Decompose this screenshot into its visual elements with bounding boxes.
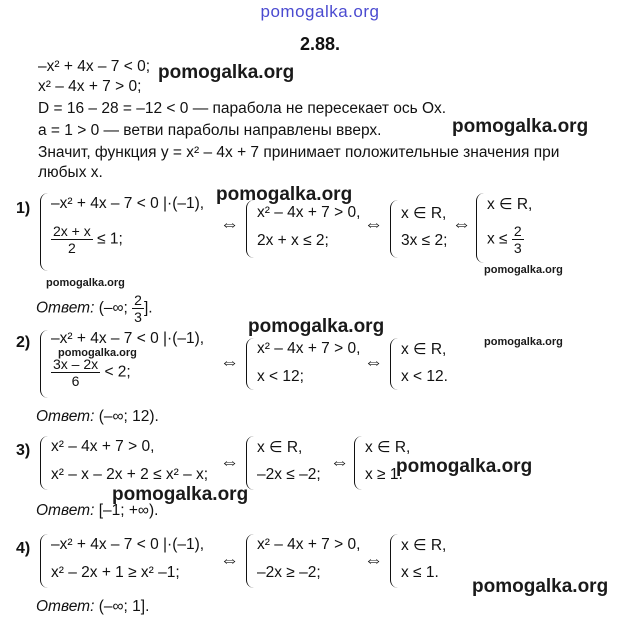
answer-head: (–∞; [98, 299, 128, 317]
equation: x < 12; [257, 368, 304, 385]
watermark: pomogalka.org [484, 336, 563, 348]
answer-label: Ответ: [36, 502, 95, 519]
brace [390, 200, 399, 258]
inequality-head: x ≤ [487, 230, 508, 248]
equivalence-arrow: ⇔ [364, 214, 383, 235]
equivalence-arrow: ⇔ [220, 550, 239, 571]
intro-line-5: Значит, функция y = x² – 4x + 7 принимает положительные значения при [38, 144, 560, 161]
inequality-tail: < 2; [104, 363, 131, 381]
system-1a [40, 193, 220, 271]
answer-value: (–∞; 1]. [98, 598, 150, 615]
equation: x ∈ R, [401, 341, 447, 358]
watermark: pomogalka.org [46, 277, 125, 289]
system-3a [40, 436, 240, 490]
watermark: pomogalka.org [484, 264, 563, 276]
item-number-1: 1) [16, 200, 31, 217]
fraction [51, 356, 100, 389]
brace [40, 330, 49, 398]
system-4b [246, 534, 371, 588]
answer-2 [36, 408, 159, 426]
fraction [51, 223, 93, 256]
item-number-3: 3) [16, 442, 31, 459]
watermark: pomogalka.org [472, 576, 609, 597]
brace [354, 436, 363, 490]
brace [390, 534, 399, 588]
answer-label: Ответ: [36, 299, 95, 317]
denominator: 3 [134, 309, 142, 325]
system-2b [246, 338, 371, 390]
intro-line-3: D = 16 – 28 = –12 < 0 — парабола не пересекает ось Ox. [38, 100, 447, 117]
brace [246, 534, 255, 588]
answer-label: Ответ: [36, 408, 95, 425]
intro-line-6: любых x. [38, 164, 103, 181]
inequality-tail: ≤ 1; [97, 230, 123, 248]
equation: x ∈ R, [401, 205, 447, 222]
system-2c [390, 338, 470, 390]
equation: x² – 4x + 7 > 0, [257, 340, 361, 357]
brace [40, 534, 49, 588]
equation: –x² + 4x – 7 < 0 |·(–1), [51, 195, 205, 212]
intro-line-2: x² – 4x + 7 > 0; [38, 78, 142, 95]
system-4a [40, 534, 240, 588]
equation: –x² + 4x – 7 < 0 |·(–1), [51, 330, 205, 347]
equation: x ∈ R, [365, 439, 411, 456]
denominator: 2 [67, 240, 76, 256]
equation: x² – 2x + 1 ≥ x² –1; [51, 564, 180, 581]
intro-line-1: –x² + 4x – 7 < 0; [38, 58, 151, 75]
equation: x² – x – 2x + 2 ≤ x² – x; [51, 466, 209, 483]
numerator: 2 [134, 292, 142, 308]
equation: 3x ≤ 2; [401, 232, 448, 249]
equation: x² – 4x + 7 > 0, [51, 438, 155, 455]
watermark: pomogalka.org [248, 316, 385, 337]
equation [51, 223, 123, 256]
denominator: 3 [513, 240, 522, 256]
fraction [132, 292, 144, 325]
system-1d [476, 193, 556, 263]
problem-number: 2.88. [299, 34, 341, 54]
equation: x ∈ R, [257, 439, 303, 456]
watermark: pomogalka.org [158, 62, 295, 83]
answer-value: (–∞; 12). [98, 408, 159, 425]
brace [246, 338, 255, 390]
equation: x² – 4x + 7 > 0, [257, 204, 361, 221]
equation [51, 356, 131, 389]
equation: x² – 4x + 7 > 0, [257, 536, 361, 553]
equation: –2x ≥ –2; [257, 564, 321, 581]
equation: x ∈ R, [401, 537, 447, 554]
equation: –2x ≤ –2; [257, 466, 321, 483]
watermark: pomogalka.org [216, 184, 353, 205]
watermark: pomogalka.org [452, 116, 589, 137]
watermark: pomogalka.org [112, 484, 249, 505]
brace [476, 193, 485, 263]
answer-label: Ответ: [36, 598, 95, 615]
answer-1 [36, 292, 153, 325]
equivalence-arrow: ⇔ [364, 550, 383, 571]
denominator: 6 [71, 373, 80, 389]
equation: x ∈ R, [487, 196, 533, 213]
brace [246, 200, 255, 258]
watermark-top: pomogalka.org [260, 2, 380, 21]
numerator: 2x + x [53, 223, 91, 239]
brace [40, 436, 49, 490]
equation: 2x + x ≤ 2; [257, 232, 329, 249]
answer-value: [–1; +∞). [98, 502, 159, 519]
answer-4 [36, 598, 149, 616]
equivalence-arrow: ⇔ [220, 452, 239, 473]
equivalence-arrow: ⇔ [220, 214, 239, 235]
equivalence-arrow: ⇔ [364, 352, 383, 373]
equation: x < 12. [401, 368, 448, 385]
brace [40, 193, 49, 271]
equation: x ≥ 1. [365, 466, 403, 483]
equation [487, 223, 524, 256]
equivalence-arrow: ⇔ [452, 214, 471, 235]
system-3b [246, 436, 336, 490]
system-4c [390, 534, 460, 588]
watermark: pomogalka.org [396, 456, 533, 477]
answer-tail: ]. [143, 299, 153, 317]
fraction [512, 223, 524, 256]
numerator: 3x – 2x [53, 356, 99, 372]
item-number-4: 4) [16, 540, 31, 557]
system-1b [246, 200, 371, 258]
equivalence-arrow: ⇔ [220, 352, 239, 373]
equation: x ≤ 1. [401, 564, 439, 581]
equivalence-arrow: ⇔ [330, 452, 349, 473]
intro-line-4: a = 1 > 0 — ветви параболы направлены вверх. [38, 122, 382, 139]
equation: –x² + 4x – 7 < 0 |·(–1), [51, 536, 205, 553]
brace [246, 436, 255, 490]
item-number-2: 2) [16, 334, 31, 351]
watermark: pomogalka.org [58, 347, 137, 359]
brace [390, 338, 399, 390]
system-2a [40, 330, 220, 398]
numerator: 2 [513, 223, 522, 239]
